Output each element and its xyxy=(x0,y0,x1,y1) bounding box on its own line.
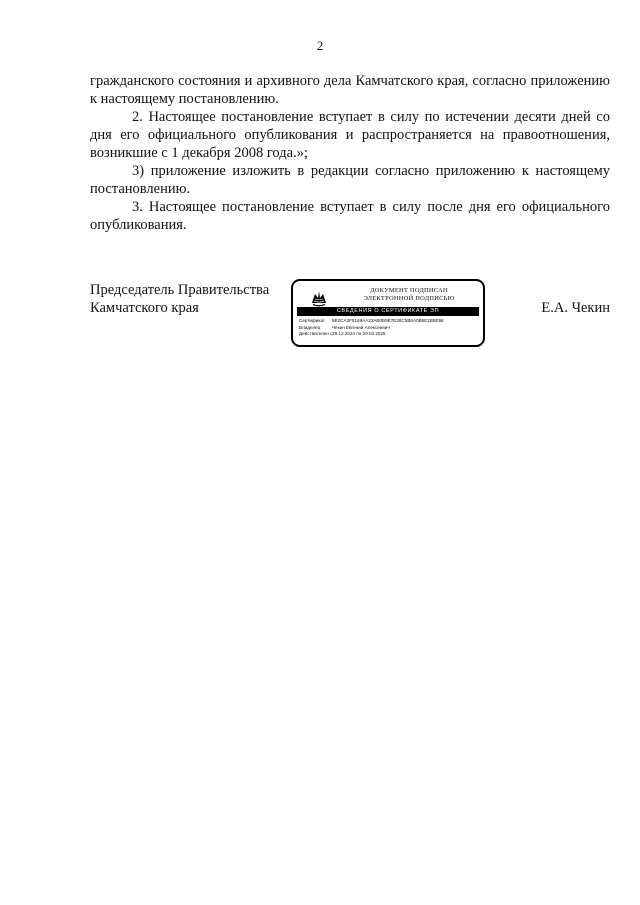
coat-of-arms-icon xyxy=(308,286,330,308)
stamp-row-validity xyxy=(299,331,481,338)
document-body xyxy=(90,72,610,234)
stamp-row-value: Чекин Евгений Алексеевич xyxy=(332,324,390,330)
stamp-certificate-bar: СВЕДЕНИЯ О СЕРТИФИКАТЕ ЭП xyxy=(297,307,479,316)
stamp-row-value: 5E2CA3F5169AA23AB0B9E7E28C5B6A0B6E2B5E98 xyxy=(332,318,444,323)
paragraph-continuation: гражданского состояния и архивного дела Камчатского края, согласно приложению к настоящему постановлению. xyxy=(90,73,610,107)
signatory-title-line-1: Председатель Правительства xyxy=(90,282,270,298)
stamp-heading xyxy=(335,287,483,303)
stamp-row-key: Владелец xyxy=(299,324,321,330)
stamp-row-value: 29.12.2024 по 29.03.2025 xyxy=(332,331,386,337)
page-number: 2 xyxy=(316,38,324,53)
paragraph-item-3: 3. Настоящее постановление вступает в силу после дня его официального опубликования. xyxy=(90,199,610,233)
stamp-heading-line-1: ДОКУМЕНТ ПОДПИСАН xyxy=(370,287,448,294)
stamp-certificate-details xyxy=(299,318,481,338)
signatory-title xyxy=(90,281,269,317)
paragraph-item-3-subpoint: 3) приложение изложить в редакции согласно приложению к настоящему постановлению. xyxy=(90,163,610,197)
stamp-row-key: Действителен с xyxy=(299,331,333,337)
stamp-row-key: Сертификат xyxy=(299,318,326,323)
stamp-heading-line-2: ЭЛЕКТРОННОЙ ПОДПИСЬЮ xyxy=(363,295,455,302)
signatory-title-line-2: Камчатского края xyxy=(90,300,199,316)
electronic-signature-stamp xyxy=(291,279,485,347)
paragraph-item-2: 2. Настоящее постановление вступает в силу по истечении десяти дней со дня его официального опубликования и распространяется на правоотношения, возникшие с 1 декабря 2008 года.»; xyxy=(90,109,610,161)
stamp-row-certificate xyxy=(299,318,481,325)
signatory-name: Е.А. Чекин xyxy=(541,300,610,316)
